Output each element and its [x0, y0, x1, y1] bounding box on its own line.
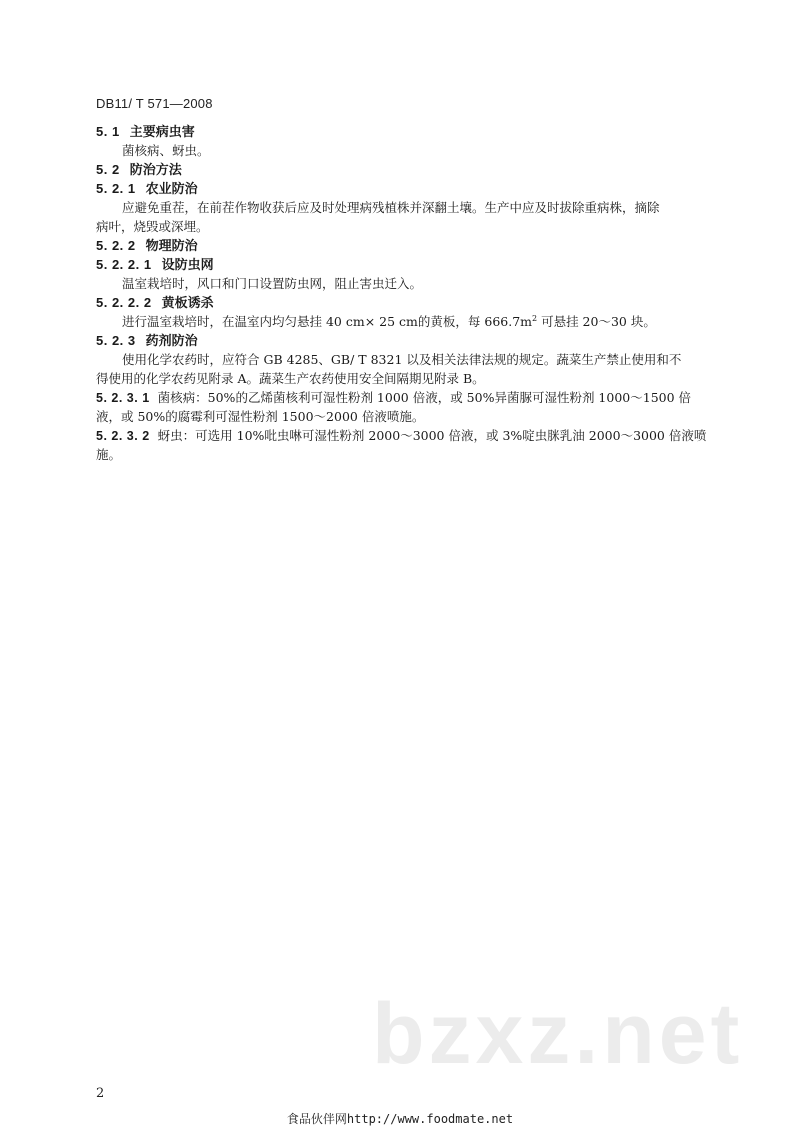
- section-title: 主要病虫害: [129, 125, 195, 140]
- section-5-1-text: 菌核病、蚜虫。: [122, 143, 210, 158]
- section-number: 5. 2. 3. 1: [96, 391, 150, 405]
- section-title: 防治方法: [129, 163, 182, 178]
- section-title: 黄板诱杀: [161, 296, 214, 311]
- section-5-2-3-heading: [96, 331, 706, 350]
- text-segment: 可悬挂 20～30 块。: [537, 314, 656, 329]
- section-5-2-2-1-heading: [96, 255, 706, 274]
- footer-source: 食品伙伴网http://www.foodmate.net: [286, 1112, 514, 1126]
- text-segment: 菌核病：50%的乙烯菌核利可湿性粉剂 1000 倍液，或 50%异菌脲可湿性粉剂 1000～1500 倍: [157, 390, 692, 405]
- section-number: 5. 1: [96, 124, 120, 139]
- section-number: 5. 2. 3: [96, 333, 136, 348]
- section-5-2-3-2-line-1: [96, 426, 706, 445]
- document-code: DB11/ T 571—2008: [96, 96, 213, 111]
- section-5-2-1-heading: [96, 179, 706, 198]
- page-number: 2: [96, 1086, 105, 1101]
- section-5-2-2-2-text: [96, 312, 706, 331]
- section-number: 5. 2: [96, 162, 120, 177]
- text-segment: 蚜虫：可选用 10%吡虫啉可湿性粉剂 2000～3000 倍液，或 3%啶虫脒乳油 2000～3000 倍液喷: [157, 428, 707, 443]
- section-number: 5. 2. 1: [96, 181, 136, 196]
- text-segment: 进行温室栽培时，在温室内均匀悬挂 40 cm× 25 cm的黄板，每 666.7m: [122, 314, 532, 329]
- section-5-2-3-1-line-1: [96, 388, 706, 407]
- section-number: 5. 2. 2. 2: [96, 295, 152, 310]
- section-5-2-3-2-line-2: 施。: [96, 447, 122, 462]
- section-5-2-heading: [96, 160, 706, 179]
- section-5-2-1-text-line-2: 病叶，烧毁或深埋。: [96, 219, 209, 234]
- section-5-2-2-2-heading: [96, 293, 706, 312]
- section-number: 5. 2. 2: [96, 238, 136, 253]
- watermark-logo: bzxz.net: [372, 986, 744, 1082]
- section-5-2-3-text-line-1: 使用化学农药时，应符合 GB 4285、GB/ T 8321 以及相关法律法规的规定。蔬菜生产禁止使用和不: [122, 352, 682, 367]
- section-title: 物理防治: [145, 239, 198, 254]
- section-5-2-3-text-line-2: 得使用的化学农药见附录 A。蔬菜生产农药使用安全间隔期见附录 B。: [96, 371, 485, 386]
- superscript: 2: [532, 313, 538, 323]
- section-number: 5. 2. 3. 2: [96, 429, 150, 443]
- section-5-2-2-heading: [96, 236, 706, 255]
- section-title: 农业防治: [145, 182, 198, 197]
- document-body: [96, 122, 706, 464]
- section-title: 设防虫网: [161, 258, 214, 273]
- section-title: 药剂防治: [145, 334, 198, 349]
- section-5-2-3-1-line-2: 液，或 50%的腐霉利可湿性粉剂 1500～2000 倍液喷施。: [96, 409, 425, 424]
- section-5-2-2-1-text: 温室栽培时，风口和门口设置防虫网，阻止害虫迁入。: [122, 276, 423, 291]
- section-number: 5. 2. 2. 1: [96, 257, 152, 272]
- section-5-1-heading: [96, 122, 706, 141]
- section-5-2-1-text-line-1: 应避免重茬，在前茬作物收获后应及时处理病残植株并深翻土壤。生产中应及时拔除重病株，摘除: [122, 200, 660, 215]
